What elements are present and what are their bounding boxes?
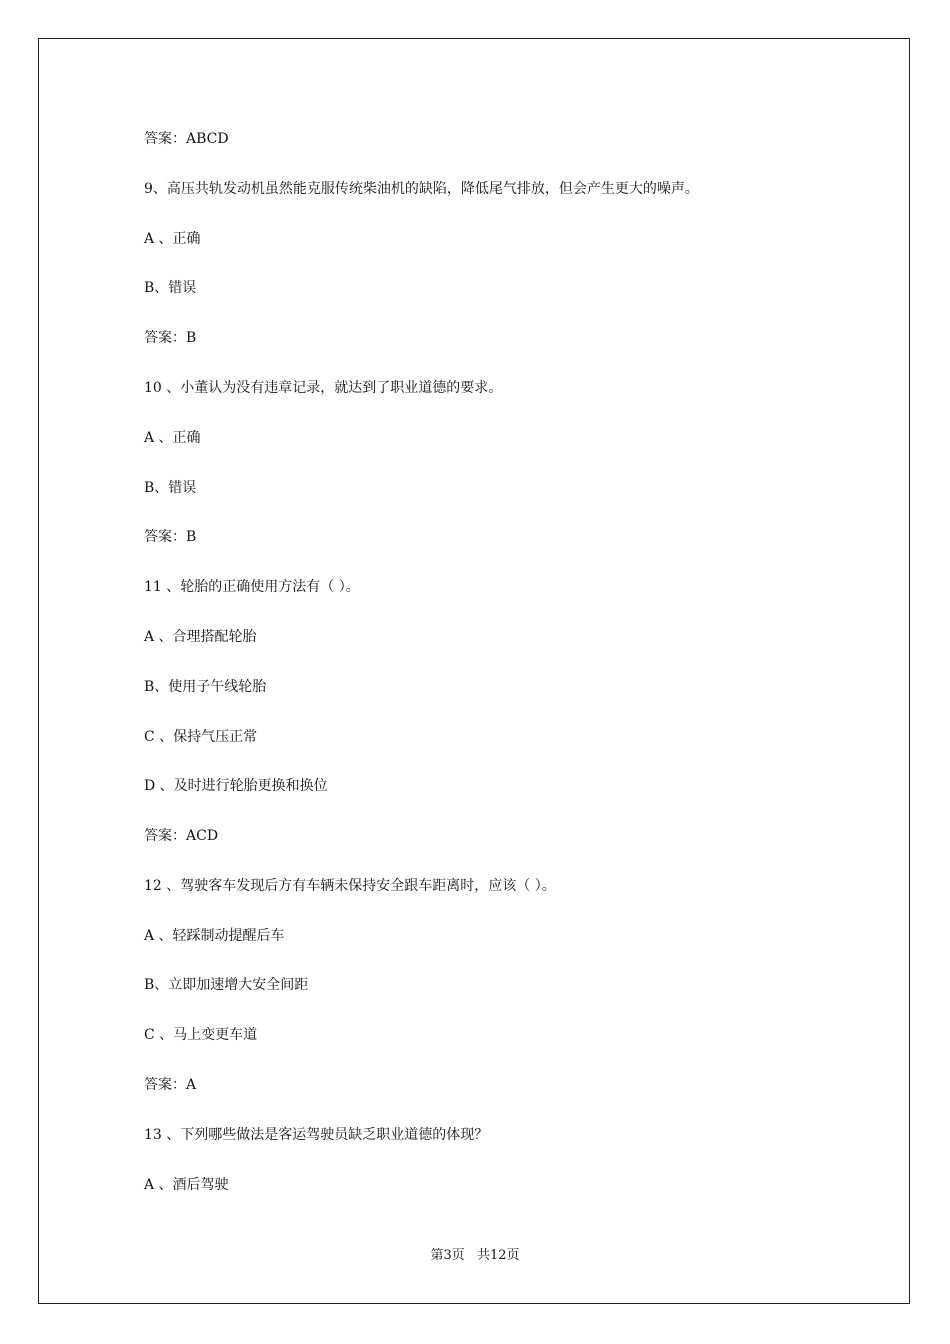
option-line: A 、合理搭配轮胎 <box>144 629 257 645</box>
option-line: A 、正确 <box>144 231 201 247</box>
page-footer <box>0 1247 950 1265</box>
answer-line: 答案：ACD <box>144 828 219 844</box>
answer-line: 答案：A <box>144 1077 197 1093</box>
answer-line: 答案：B <box>144 330 197 346</box>
option-line: B、错误 <box>144 480 197 496</box>
option-line: A 、轻踩制动提醒后车 <box>144 928 285 944</box>
question-line: 11 、轮胎的正确使用方法有（ ）。 <box>144 579 360 595</box>
option-line: A 、正确 <box>144 430 201 446</box>
option-line: B、使用子午线轮胎 <box>144 679 267 695</box>
question-line: 13 、下列哪些做法是客运驾驶员缺乏职业道德的体现？ <box>144 1127 489 1143</box>
option-line: A 、酒后驾驶 <box>144 1177 229 1193</box>
answer-line: 答案：B <box>144 529 197 545</box>
page-frame <box>38 38 910 1304</box>
question-line: 12 、驾驶客车发现后方有车辆未保持安全跟车距离时，应该（ ）。 <box>144 878 556 894</box>
page-total: 共12页 <box>476 1248 520 1263</box>
question-line: 9、高压共轨发动机虽然能克服传统柴油机的缺陷，降低尾气排放，但会产生更大的噪声。 <box>144 181 699 197</box>
question-line: 10 、小董认为没有违章记录，就达到了职业道德的要求。 <box>144 380 503 396</box>
answer-line: 答案：ABCD <box>144 131 229 147</box>
option-line: B、立即加速增大安全间距 <box>144 977 309 993</box>
option-line: D 、及时进行轮胎更换和换位 <box>144 778 328 794</box>
page-number: 第3页 <box>430 1248 465 1263</box>
option-line: B、错误 <box>144 280 197 296</box>
option-line: C 、马上变更车道 <box>144 1027 258 1043</box>
option-line: C 、保持气压正常 <box>144 729 258 745</box>
